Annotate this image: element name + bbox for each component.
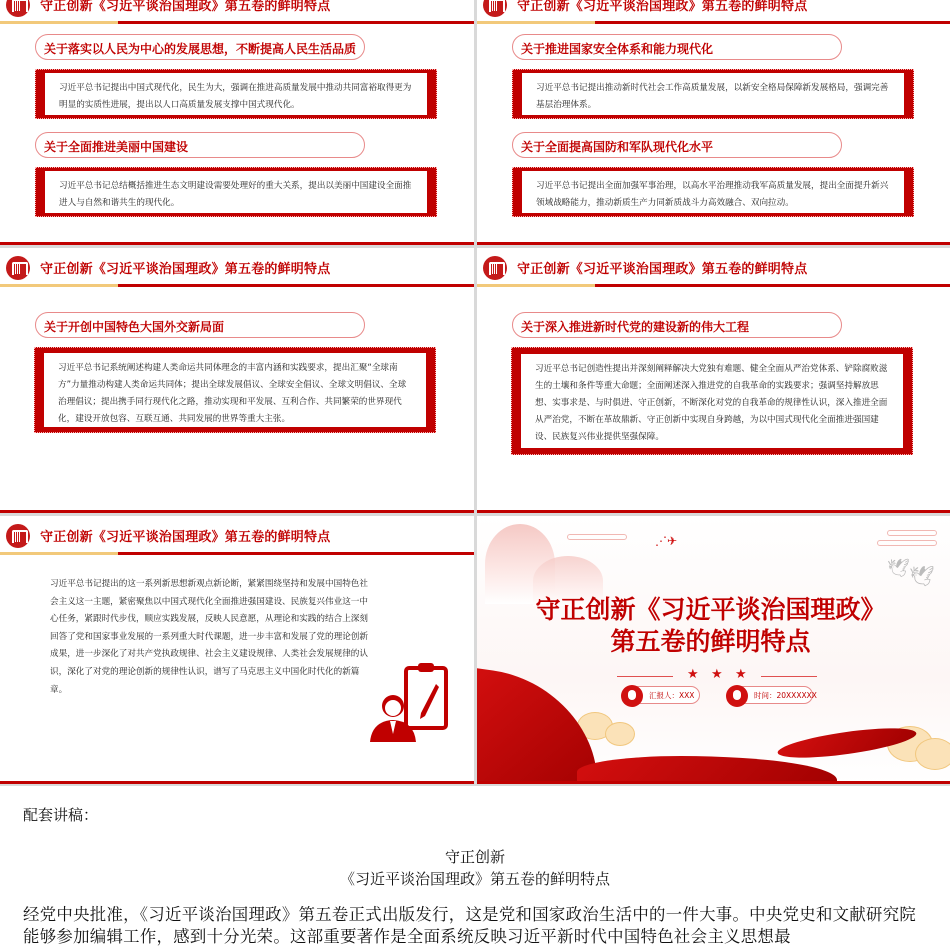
topic-heading: 关于推进国家安全体系和能力现代化: [521, 42, 714, 56]
script-title-line2: 《习近平谈治国理政》第五卷的鲜明特点: [339, 870, 610, 888]
header-red-line: [595, 21, 950, 24]
topic-body-text: 习近平总书记总结概括推进生态文明建设需要处理好的重大关系，提出以美丽中国建设全面推进人与自然和谐共生的现代化。: [59, 181, 412, 208]
topic-pill: [512, 312, 842, 338]
slide-5[interactable]: [0, 516, 474, 784]
topic-heading: 关于开创中国特色大国外交新局面: [44, 320, 225, 334]
slide-bottom-bar: [0, 781, 474, 784]
book-logo-icon: [483, 0, 507, 17]
stars-divider: [625, 669, 805, 683]
reporter-pill: [622, 686, 700, 704]
person-icon: [621, 685, 643, 707]
header-red-line: [118, 284, 474, 287]
header-gold-line: [0, 284, 118, 287]
slide-bottom-bar: [0, 510, 474, 513]
reporter-text: 汇报人：XXX: [649, 691, 695, 700]
header-gold-line: [0, 552, 118, 555]
cloud-line-decoration: [877, 540, 937, 546]
slide-header: [0, 248, 474, 286]
topic-heading: 关于全面提高国防和军队现代化水平: [521, 140, 714, 154]
slide-header: [477, 0, 950, 23]
cloud-decoration: [915, 738, 950, 770]
book-logo-icon: [483, 256, 507, 280]
star-icon: ★: [687, 667, 699, 682]
topic-body-box: [34, 347, 436, 433]
topic-body-text: 习近平总书记提出中国式现代化，民生为大，强调在推进高质量发展中推动共同富裕取得更为明显的实质性进展，提出以人口高质量发展支撑中国式现代化。: [59, 83, 412, 110]
topic-body-text: 习近平总书记提出推动新时代社会工作高质量发展，以新安全格局保障新发展格局，强调完善基层治理体系。: [536, 83, 889, 110]
clock-icon: [726, 685, 748, 707]
topic-body-text: 习近平总书记创造性提出并深刻阐释解决大党独有难题、健全全面从严治党体系、铲除腐败滋生的土壤和条件等重大命题；全面阐述深入推进党的自我革命的实践要求；强调坚持解放思想、实事求是、与时俱进、守正创新，不断深化对党的自我革命的规律性认识，深入推进全面从严治党，不断在革故鼎新、守正创新中实现自身跨越，为以中国式现代化全面推进强国建设、民族复兴伟业提供坚强保障。: [535, 364, 888, 442]
topic-pill: [35, 132, 365, 158]
speech-script: [0, 786, 950, 950]
topic-body-box: [35, 167, 437, 217]
topic-body-text: 习近平总书记系统阐述构建人类命运共同体理念的丰富内涵和实践要求，提出汇聚“全球南方”力量推动构建人类命运共同体；提出全球发展倡议、全球安全倡议、全球文明倡议、全球治理倡议；提出携手同行现代化之路，推动实现和平发展、互利合作、共同繁荣的世界现代化，建设开放包容、互联互通、共同发展的世界等重大主张。: [58, 363, 407, 424]
topic-body-box: [35, 69, 437, 119]
red-birds-icon: ⋰✈: [655, 534, 678, 548]
header-red-line: [595, 284, 950, 287]
slide-header-title: 守正创新《习近平谈治国理政》第五卷的鲜明特点: [517, 262, 808, 277]
slide-bottom-bar: [477, 242, 950, 245]
slide-bottom-bar: [0, 242, 474, 245]
header-red-line: [118, 21, 474, 24]
cloud-decoration: [605, 722, 635, 746]
time-text: 时间：20XXXXXX: [754, 691, 817, 700]
slide-2[interactable]: [477, 0, 950, 245]
slide-bottom-bar: [477, 510, 950, 513]
topic-pill: [512, 34, 842, 60]
dove-icon: 🕊: [909, 564, 935, 588]
script-paragraph: 经党中央批准，《习近平谈治国理政》第五卷正式出版发行，这是党和国家政治生活中的一件大事。中央党史和文献研究院能够参加编辑工作，感到十分光荣。这部重要著作是全面系统反映习近平新时代中国特色社会主义思想最: [23, 905, 917, 946]
slide-header: [477, 248, 950, 286]
slide-header-title: 守正创新《习近平谈治国理政》第五卷的鲜明特点: [40, 262, 331, 277]
topic-body-box: [512, 69, 914, 119]
script-label: 配套讲稿：: [23, 806, 99, 824]
topic-pill: [512, 132, 842, 158]
book-logo-icon: [6, 0, 30, 17]
topic-pill: [35, 312, 365, 338]
summary-text: 习近平总书记提出的这一系列新思想新观点新论断，紧紧围绕坚持和发展中国特色社会主义这一主题，紧密聚焦以中国式现代化全面推进强国建设、民族复兴伟业这一中心任务，紧跟时代步伐，顺应实践发展，反映人民意愿，从理论和实践的结合上深刻回答了党和国家事业发展的一系列重大时代课题，进一步丰富和发展了党的理论创新成果，进一步深化了对共产党执政规律、社会主义建设规律、人类社会发展规律的认识，深化了对党的理论创新的规律性认识，谱写了马克思主义中国化时代化的新篇章。: [50, 579, 368, 695]
book-logo-icon: [6, 256, 30, 280]
divider-line: [617, 676, 673, 677]
topic-body-box: [512, 167, 914, 217]
star-icon: ★: [735, 667, 747, 682]
header-gold-line: [477, 21, 595, 24]
slide-header-title: 守正创新《习近平谈治国理政》第五卷的鲜明特点: [40, 530, 331, 545]
topic-heading: 关于落实以人民为中心的发展思想，不断提高人民生活品质: [44, 42, 357, 56]
slide-header-title: 守正创新《习近平谈治国理政》第五卷的鲜明特点: [517, 0, 808, 14]
slide-1[interactable]: [0, 0, 474, 245]
header-gold-line: [0, 21, 118, 24]
slide-4[interactable]: [477, 248, 950, 513]
cover-title-line1: 守正创新《习近平谈治国理政》: [535, 595, 886, 624]
slide-header-title: 守正创新《习近平谈治国理政》第五卷的鲜明特点: [40, 0, 331, 14]
script-title-line1: 守正创新: [444, 848, 505, 866]
star-icon: ★: [711, 667, 723, 682]
slide-3[interactable]: [0, 248, 474, 513]
slide-bottom-bar: [477, 781, 950, 784]
topic-pill: [35, 34, 365, 60]
header-red-line: [118, 552, 474, 555]
cloud-line-decoration: [567, 534, 627, 540]
dove-icon: 🕊: [887, 558, 910, 579]
slide-header: [0, 516, 474, 554]
topic-body-text: 习近平总书记提出全面加强军事治理，以高水平治理推动我军高质量发展，提出全面提升新兴领域战略能力，推动新质生产力同新质战斗力高效融合、双向拉动。: [536, 181, 889, 208]
slide-header: [0, 0, 474, 23]
header-gold-line: [477, 284, 595, 287]
topic-heading: 关于深入推进新时代党的建设新的伟大工程: [521, 320, 750, 334]
person-clipboard-icon: [368, 658, 452, 742]
time-pill: [727, 686, 817, 704]
book-logo-icon: [6, 524, 30, 548]
slide-6-cover[interactable]: [477, 516, 950, 784]
topic-heading: 关于全面推进美丽中国建设: [44, 140, 189, 154]
cloud-line-decoration: [887, 530, 937, 536]
divider-line: [761, 676, 817, 677]
cover-title-line2: 第五卷的鲜明特点: [610, 627, 811, 656]
topic-body-box: [511, 347, 913, 455]
